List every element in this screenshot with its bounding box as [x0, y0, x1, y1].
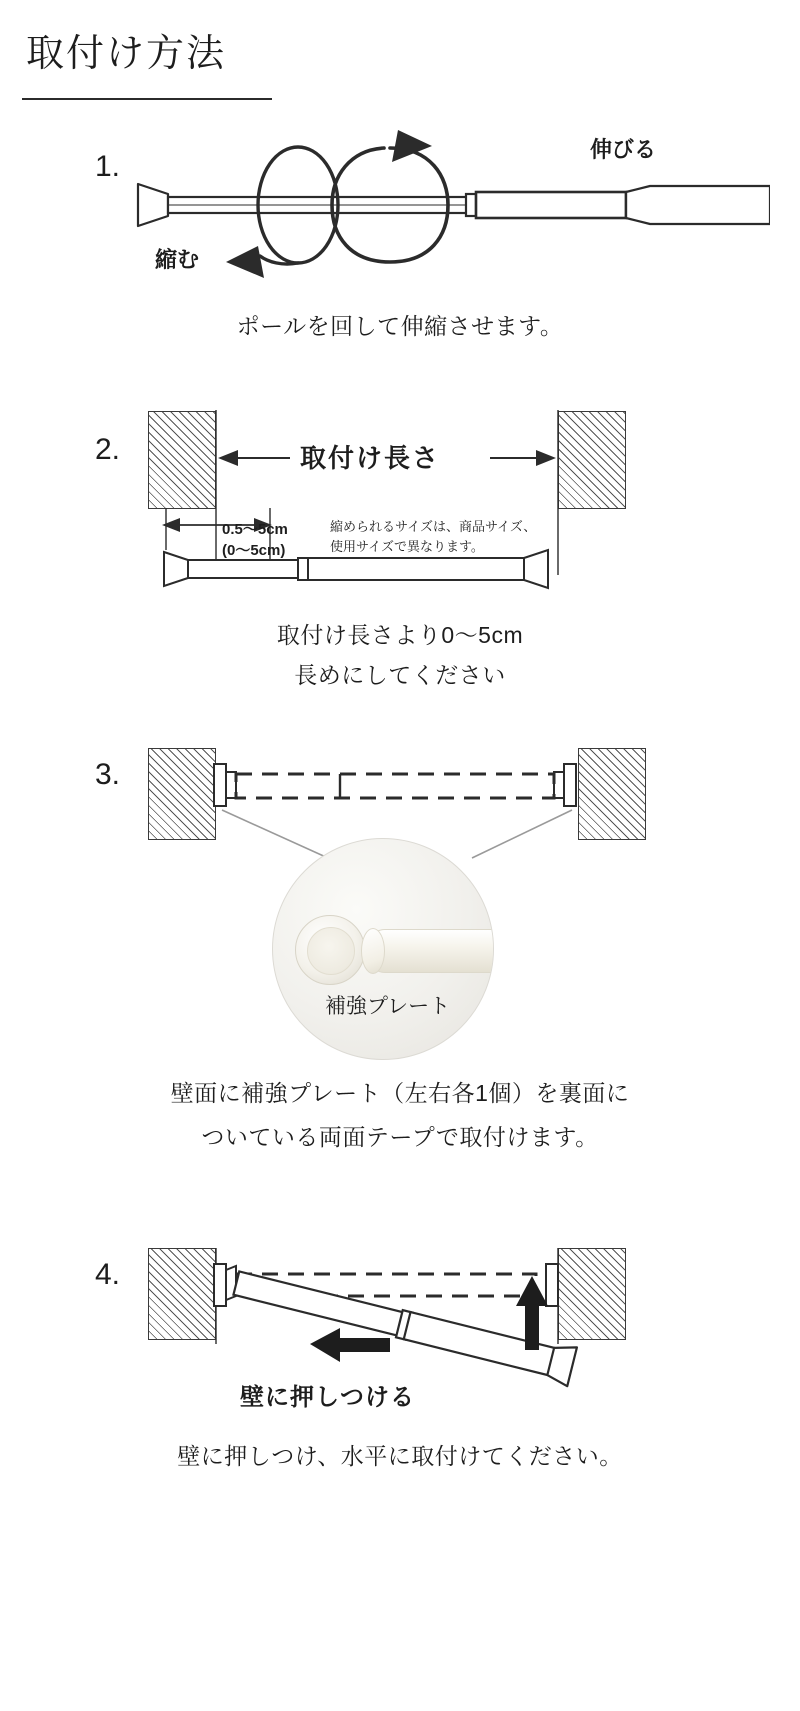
- step-3-number: 3.: [95, 758, 121, 791]
- step-1-illustration: [130, 120, 770, 290]
- step-3-zoom-inset: [272, 838, 494, 1060]
- step-2-note-line1: 縮められるサイズは、商品サイズ、: [330, 519, 537, 534]
- step-2-caption-line1: 取付け長さより0〜5cm: [276, 622, 524, 648]
- step-2-label-range-sub: (0〜5cm): [222, 542, 286, 559]
- pole-end-graphic: [367, 929, 494, 973]
- step-2-label-range: 0.5〜5cm: [222, 521, 288, 538]
- step-1-number: 1.: [95, 150, 121, 183]
- step-3-caption-line2: ついている両面テープで取付けます。: [201, 1124, 599, 1150]
- step-4-caption: 壁に押しつけ、水平に取付けてください。: [177, 1443, 623, 1469]
- reinforcement-plate-graphic: [295, 915, 365, 985]
- step-2-label-length: 取付け長さ: [300, 443, 441, 473]
- pole-cap-graphic: [361, 928, 385, 974]
- step-2-caption-line2: 長めにしてください: [294, 662, 506, 688]
- step-2-illustration: [140, 400, 660, 595]
- step-4-label-press: 壁に押しつける: [240, 1384, 415, 1411]
- step-2-number: 2.: [95, 433, 121, 466]
- step-4-number: 4.: [95, 1258, 121, 1291]
- step-3-caption-line1: 壁面に補強プレート（左右各1個）を裏面に: [170, 1080, 630, 1106]
- step-2-note-line2: 使用サイズで異なります。: [330, 539, 484, 554]
- step-1-label-shrink: 縮む: [155, 247, 200, 272]
- title-underline: [22, 98, 272, 100]
- page-title: 取付け方法: [26, 33, 227, 75]
- step-3-label-plate: 補強プレート: [325, 995, 451, 1018]
- step-1-caption: ポールを回して伸縮させます。: [236, 313, 564, 339]
- step-1-label-extend: 伸びる: [590, 137, 657, 162]
